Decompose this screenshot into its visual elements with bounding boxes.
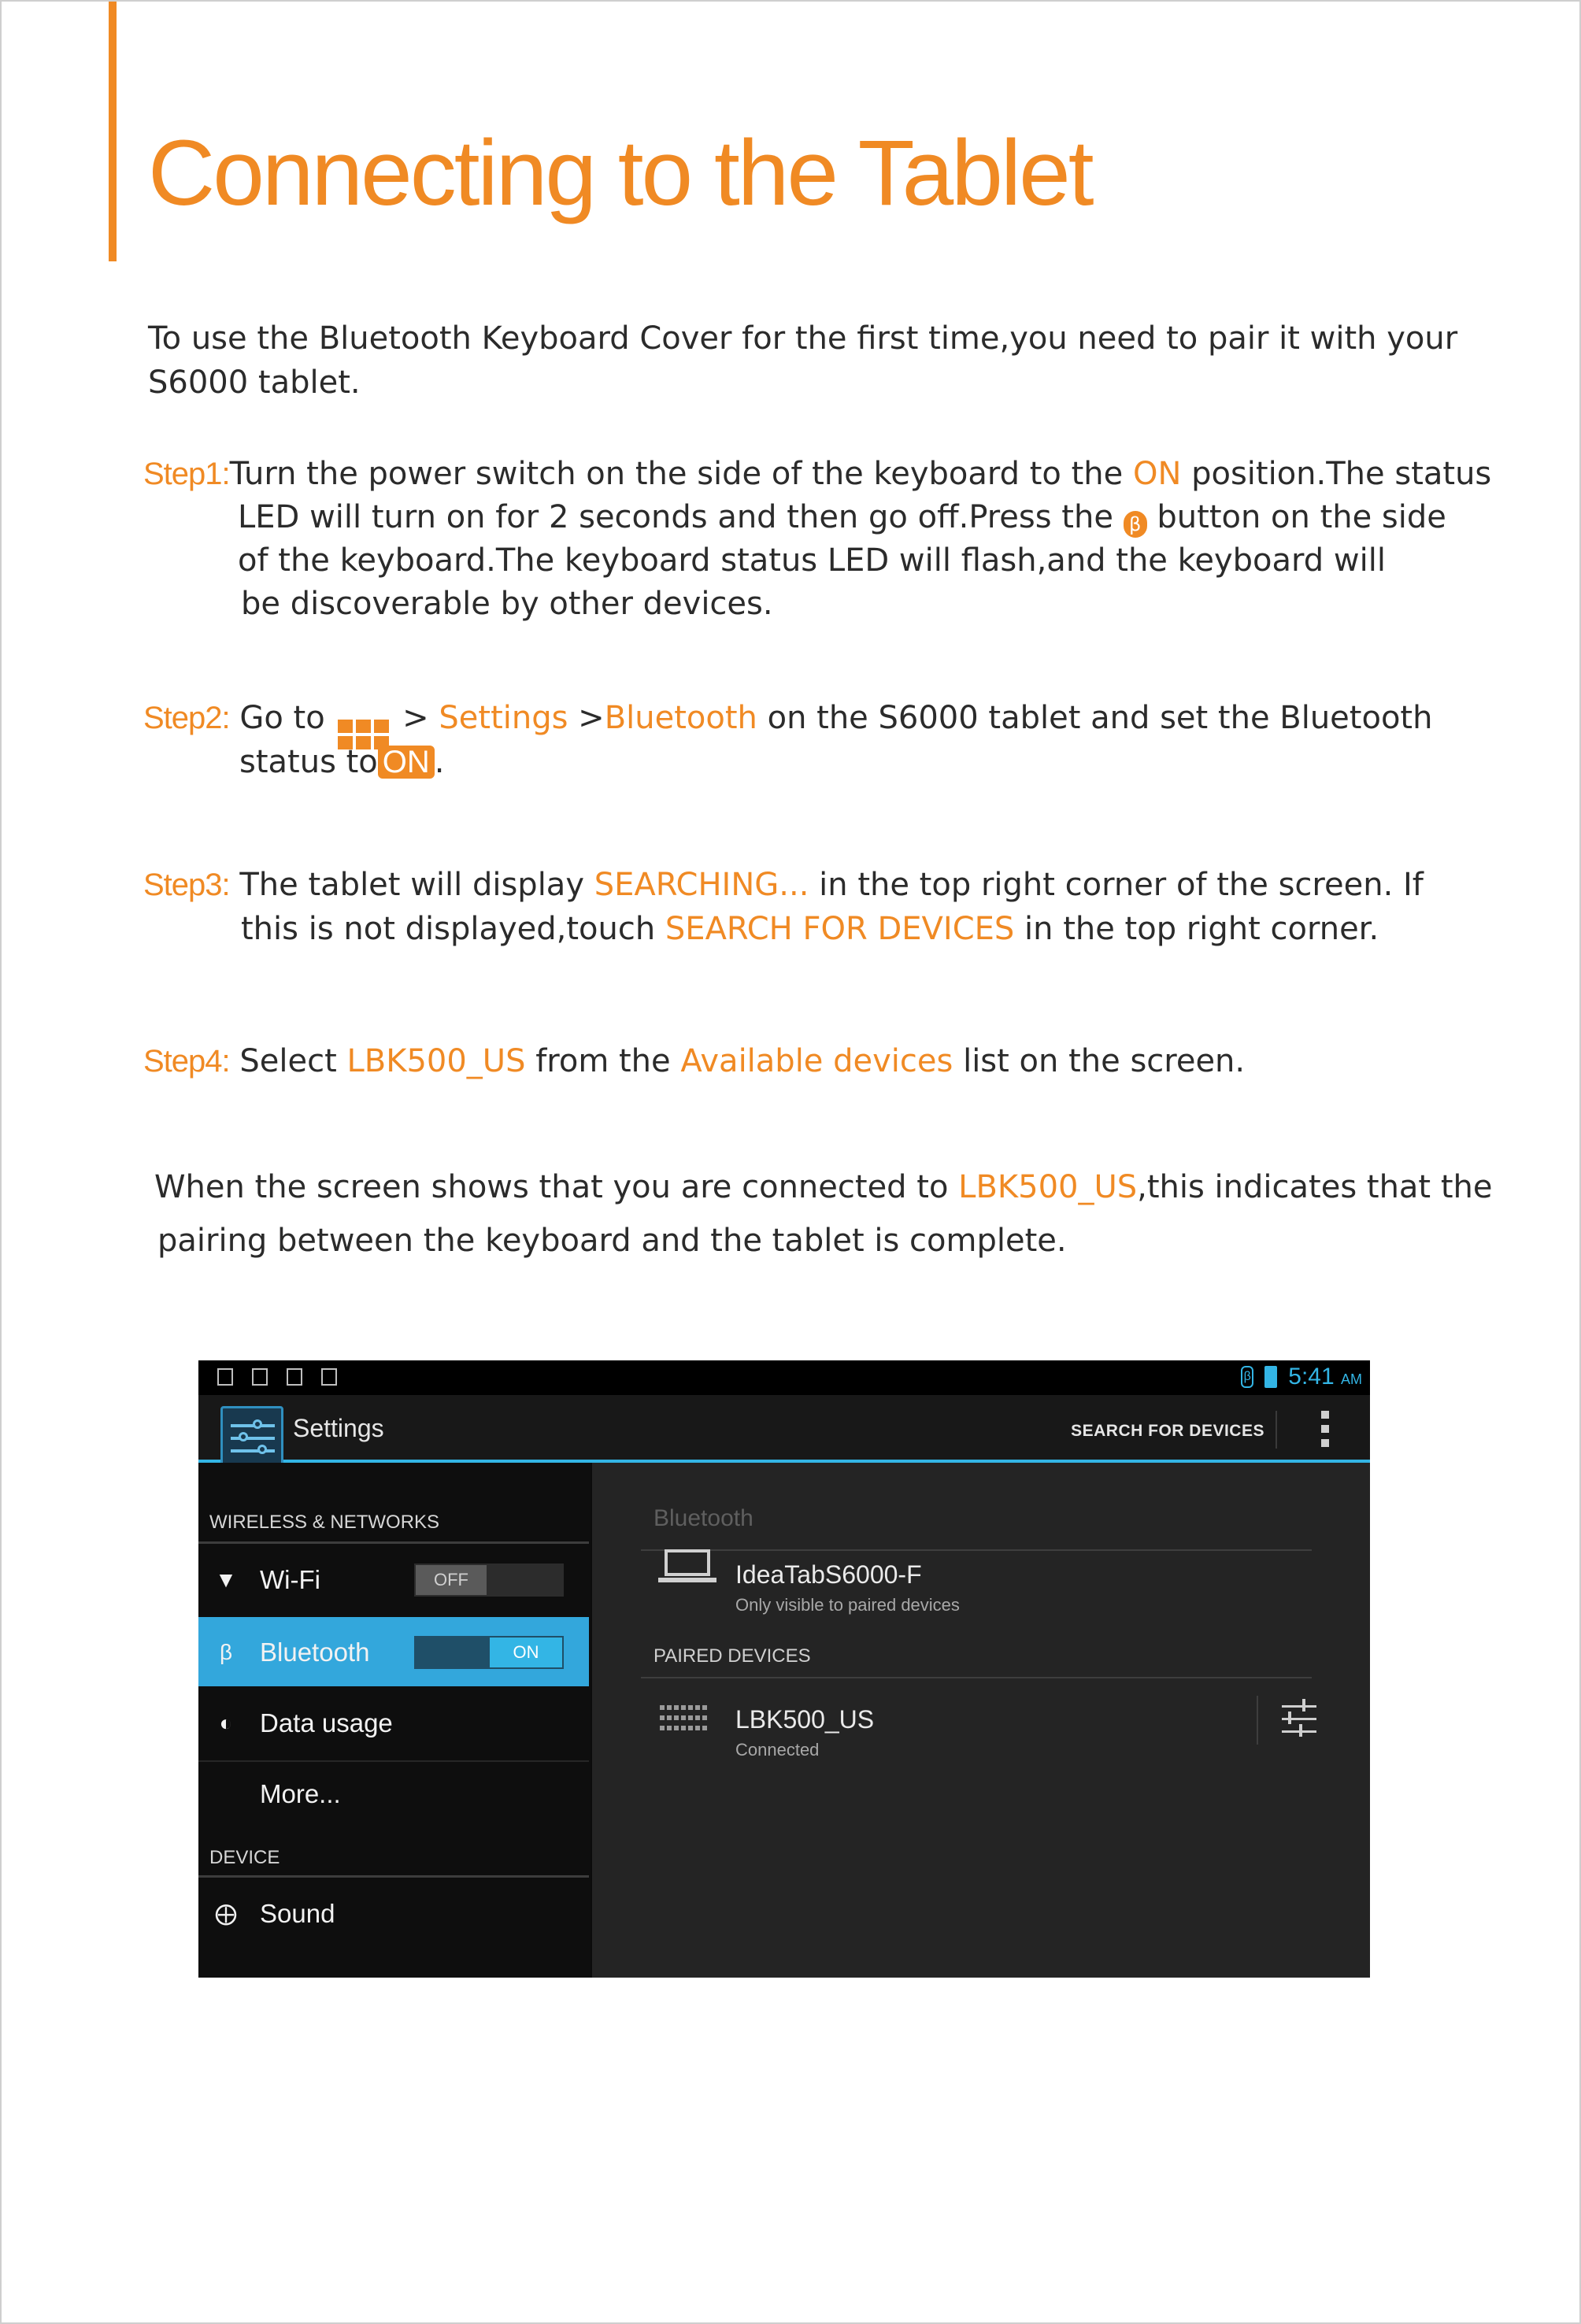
- section-device: DEVICE: [209, 1847, 280, 1868]
- step2-text: >: [568, 700, 605, 736]
- step1-label: Step1:: [143, 457, 230, 491]
- section-wireless-networks: WIRELESS & NETWORKS: [209, 1512, 440, 1533]
- closing-line-1: [154, 1165, 1492, 1209]
- section-divider: [198, 1875, 589, 1878]
- data-usage-icon: ◐: [219, 1711, 233, 1735]
- battery-icon: [1264, 1366, 1277, 1388]
- step2-text: >: [392, 700, 439, 736]
- intro-line-1: To use the Bluetooth Keyboard Cover for the first time,you need to pair it with your: [148, 320, 1458, 357]
- bluetooth-status-icon: β: [1241, 1366, 1253, 1388]
- settings-left-pane: [198, 1463, 591, 1978]
- intro-line-2: S6000 tablet.: [148, 365, 361, 401]
- step2-text: .: [434, 744, 445, 780]
- search-for-devices-button[interactable]: SEARCH FOR DEVICES: [1071, 1422, 1264, 1440]
- step1-text: Turn the power switch on the side of the keyboard to the: [229, 456, 1133, 492]
- settings-item-data-usage[interactable]: [198, 1688, 589, 1757]
- settings-app-icon[interactable]: [220, 1406, 283, 1466]
- step3-text: in the top right corner of the screen. If: [809, 867, 1424, 903]
- step1-line-2: [238, 495, 1446, 539]
- status-right: [1241, 1364, 1362, 1390]
- closing-device-highlight: LBK500_US: [958, 1169, 1138, 1205]
- action-bar: [198, 1395, 1370, 1463]
- wifi-label: Wi-Fi: [260, 1565, 320, 1594]
- step1-text: button on the side: [1146, 499, 1446, 535]
- bluetooth-pane-title: Bluetooth: [654, 1505, 753, 1531]
- step4-available-highlight: Available devices: [680, 1043, 953, 1079]
- usb-icon: [217, 1368, 233, 1386]
- closing-line-2: pairing between the keyboard and the tablet is complete.: [157, 1223, 1067, 1259]
- status-bar: [198, 1360, 1370, 1395]
- wifi-icon: ▼: [215, 1567, 237, 1592]
- clock-ampm: AM: [1341, 1371, 1362, 1387]
- sdcard-icon: [321, 1368, 337, 1386]
- step3-search-highlight: SEARCH FOR DEVICES: [665, 911, 1015, 947]
- bluetooth-icon: β: [219, 1640, 233, 1664]
- step2-on-pill: ON: [378, 746, 435, 779]
- step3-line-2: [241, 907, 1379, 951]
- download-icon: [287, 1368, 302, 1386]
- step3-searching-highlight: SEARCHING...: [594, 867, 809, 903]
- settings-item-bluetooth[interactable]: [198, 1617, 589, 1686]
- step2-line-2: [239, 740, 445, 784]
- step3-text: this is not displayed,touch: [241, 911, 665, 947]
- step2-text: Go to: [239, 700, 335, 736]
- bluetooth-icon: β: [1124, 511, 1147, 538]
- settings-item-wifi[interactable]: [198, 1545, 589, 1614]
- step1-on-highlight: ON: [1132, 456, 1182, 492]
- wifi-toggle[interactable]: [414, 1564, 564, 1597]
- step3-label: Step3:: [143, 868, 230, 902]
- step4-text: Select: [239, 1043, 347, 1079]
- step4-label: Step4:: [143, 1044, 230, 1079]
- step2-label: Step2:: [143, 701, 230, 735]
- step1-line-3: of the keyboard.The keyboard status LED will flash,and the keyboard will: [238, 542, 1386, 579]
- sound-icon: ⨁: [215, 1901, 237, 1926]
- keyboard-icon: [660, 1705, 707, 1734]
- wifi-toggle-state: OFF: [416, 1565, 487, 1595]
- step2-text: on the S6000 tablet and set the Bluetooth: [757, 700, 1433, 736]
- paired-device-status: Connected: [735, 1740, 820, 1760]
- step2-settings-highlight: Settings: [439, 700, 568, 736]
- bluetooth-label: Bluetooth: [260, 1638, 370, 1667]
- action-divider: [1276, 1411, 1277, 1449]
- settings-title: Settings: [293, 1414, 384, 1442]
- step4-text: list on the screen.: [953, 1043, 1246, 1079]
- closing-text: When the screen shows that you are connected to: [154, 1169, 959, 1205]
- this-device-name[interactable]: IdeaTabS6000-F: [735, 1560, 922, 1589]
- overflow-menu-icon[interactable]: [1321, 1411, 1329, 1447]
- more-label: More...: [260, 1779, 341, 1808]
- paired-devices-header: PAIRED DEVICES: [654, 1645, 811, 1667]
- sound-label: Sound: [260, 1899, 335, 1928]
- step4-device-highlight: LBK500_US: [346, 1043, 526, 1079]
- step1-text: LED will turn on for 2 seconds and then go off.Press the: [238, 499, 1124, 535]
- pane-divider: [641, 1549, 1312, 1551]
- bluetooth-toggle-state: ON: [490, 1638, 562, 1667]
- bluetooth-toggle[interactable]: [414, 1636, 564, 1669]
- closing-text: ,this indicates that the: [1137, 1169, 1493, 1205]
- step1-line-4: be discoverable by other devices.: [241, 586, 773, 622]
- step1-text: position.The status: [1181, 456, 1492, 492]
- laptop-icon-base: [658, 1578, 716, 1582]
- section-divider: [198, 1541, 589, 1544]
- data-usage-label: Data usage: [260, 1708, 393, 1737]
- step2-bluetooth-highlight: Bluetooth: [604, 700, 757, 736]
- step1-line-1: [143, 452, 1491, 496]
- image-icon: [252, 1368, 268, 1386]
- step3-text: The tablet will display: [239, 867, 594, 903]
- accent-bar: [109, 2, 117, 261]
- notification-icons: [217, 1368, 337, 1386]
- laptop-icon: [665, 1549, 710, 1576]
- settings-item-more[interactable]: [198, 1759, 589, 1828]
- settings-item-sound[interactable]: [198, 1878, 589, 1948]
- step2-text: status to: [239, 744, 378, 780]
- step3-text: in the top right corner.: [1014, 911, 1379, 947]
- step3-line-1: [143, 863, 1424, 907]
- tablet-screenshot: [198, 1360, 1370, 1978]
- page-title: Connecting to the Tablet: [148, 121, 1092, 225]
- device-settings-divider: [1257, 1696, 1258, 1745]
- this-device-visibility: Only visible to paired devices: [735, 1595, 960, 1615]
- paired-device-name[interactable]: LBK500_US: [735, 1705, 875, 1734]
- step4-line-1: [143, 1039, 1245, 1083]
- bluetooth-detail-pane: [592, 1463, 1370, 1978]
- step4-text: from the: [525, 1043, 681, 1079]
- device-settings-icon[interactable]: [1282, 1699, 1316, 1738]
- clock-time: 5:41: [1288, 1364, 1335, 1390]
- pane-divider: [641, 1677, 1312, 1678]
